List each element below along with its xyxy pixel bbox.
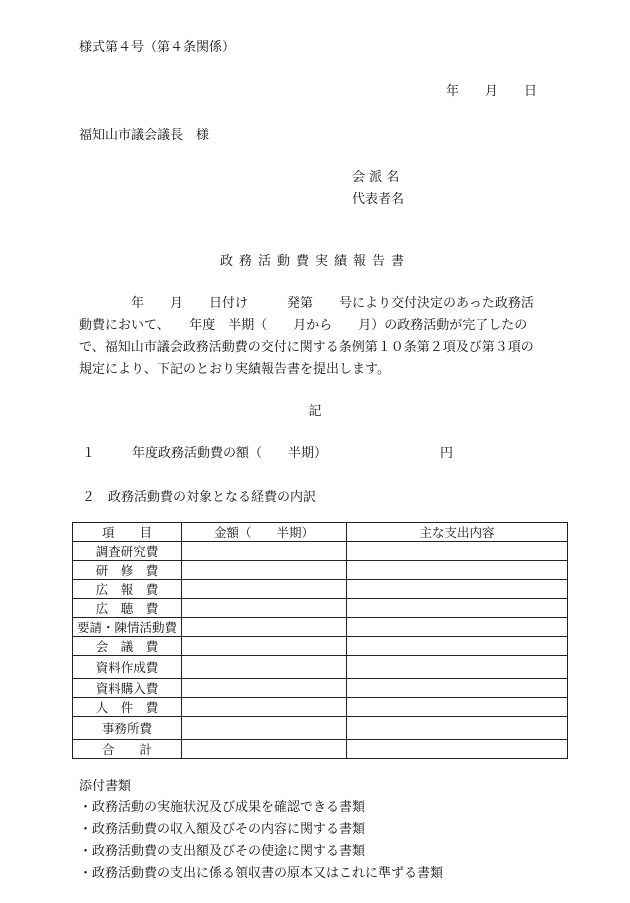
ki-heading: 記	[308, 404, 322, 419]
table-row	[73, 698, 568, 717]
header-item: 項 目	[73, 523, 182, 542]
amount-cell	[182, 637, 347, 656]
details-cell	[347, 580, 568, 599]
details-cell	[347, 679, 568, 698]
date-day-label: 日	[524, 84, 538, 99]
amount-cell	[182, 679, 347, 698]
faction-name-label: 会 派 名	[352, 170, 400, 185]
row-label: 人 件 費	[73, 698, 182, 717]
table-row	[73, 542, 568, 561]
table-row	[73, 599, 568, 618]
amount-cell	[182, 740, 347, 759]
item-1-unit: 円	[440, 446, 454, 461]
row-label: 会 議 費	[73, 637, 182, 656]
body-line: 年 月 日付け 発第 号により交付決定のあった政務活	[79, 296, 534, 311]
header-amount: 金額（ 半期）	[182, 523, 347, 542]
table-row	[73, 679, 568, 698]
body-line: 動費において、 年度 半期（ 月から 月）の政務活動が完了したの	[79, 318, 528, 333]
body-line: 規定により、下記のとおり実績報告書を提出します。	[79, 362, 390, 377]
attachments-heading: 添付書類	[79, 779, 132, 794]
amount-cell	[182, 656, 347, 679]
details-cell	[347, 618, 568, 637]
attachment-item: ・政務活動費の支出額及びその使途に関する書類	[79, 844, 366, 859]
details-cell	[347, 740, 568, 759]
details-cell	[347, 637, 568, 656]
row-label: 資料作成費	[73, 656, 182, 679]
date-month-label: 月	[485, 84, 499, 99]
table-row	[73, 656, 568, 679]
item-2: ２ 政務活動費の対象となる経費の内訳	[82, 490, 317, 505]
row-label: 要請・陳情活動費	[73, 618, 182, 637]
row-label: 研 修 費	[73, 561, 182, 580]
representative-name-label: 代表者名	[352, 192, 405, 207]
table-row	[73, 717, 568, 740]
details-cell	[347, 698, 568, 717]
row-label: 事務所費	[73, 717, 182, 740]
amount-cell	[182, 698, 347, 717]
attachments-list	[79, 797, 443, 885]
item-1-label: 年度政務活動費の額（ 半期）	[132, 446, 328, 461]
table-row	[73, 618, 568, 637]
details-cell	[347, 542, 568, 561]
report-body	[79, 293, 555, 381]
table-total-row	[73, 740, 568, 759]
details-cell	[347, 656, 568, 679]
amount-cell	[182, 717, 347, 740]
table-header-row	[73, 523, 568, 542]
date-year-label: 年	[446, 84, 460, 99]
details-cell	[347, 561, 568, 580]
attachment-item: ・政務活動の実施状況及び成果を確認できる書類	[79, 800, 366, 815]
document-title: 政務活動費実績報告書	[219, 254, 410, 269]
attachment-item: ・政務活動費の収入額及びその内容に関する書類	[79, 822, 366, 837]
amount-cell	[182, 599, 347, 618]
details-cell	[347, 717, 568, 740]
details-cell	[347, 599, 568, 618]
header-details: 主な支出内容	[347, 523, 568, 542]
attachment-item: ・政務活動費の支出に係る領収書の原本又はこれに準ずる書類	[79, 866, 444, 881]
expense-breakdown-table	[72, 522, 568, 759]
table-row	[73, 580, 568, 599]
item-1	[82, 442, 482, 460]
date-line	[446, 80, 537, 99]
row-label: 広 報 費	[73, 580, 182, 599]
row-label: 広 聴 費	[73, 599, 182, 618]
amount-cell	[182, 542, 347, 561]
table-row	[73, 637, 568, 656]
item-1-number: １	[82, 446, 96, 461]
table-row	[73, 561, 568, 580]
amount-cell	[182, 618, 347, 637]
amount-cell	[182, 561, 347, 580]
row-label: 調査研究費	[73, 542, 182, 561]
row-label: 合 計	[73, 740, 182, 759]
body-line: で、福知山市議会政務活動費の交付に関する条例第１０条第２項及び第３項の	[79, 340, 534, 355]
addressee: 福知山市議会議長 様	[79, 128, 210, 143]
form-number: 様式第４号（第４条関係）	[79, 40, 236, 55]
row-label: 資料購入費	[73, 679, 182, 698]
amount-cell	[182, 580, 347, 599]
